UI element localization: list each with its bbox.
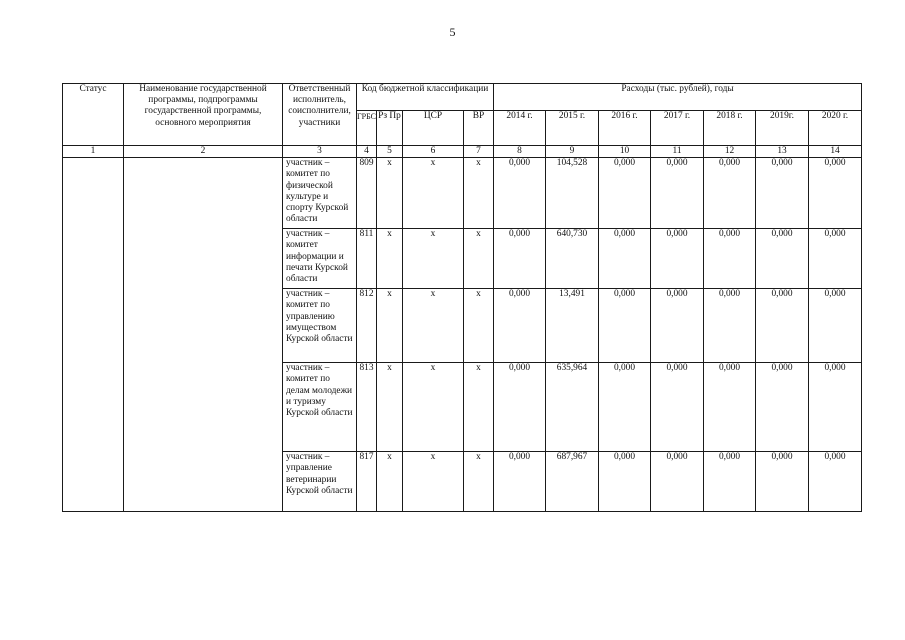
value-cell: 0,000 [651, 452, 704, 512]
responsible-cell: участник – комитет по управлению имуществом Курской области [283, 289, 357, 363]
responsible-cell: участник – комитет по делам молодежи и туризму Курской области [283, 363, 357, 452]
table-row [63, 158, 862, 229]
header-grbs: ГРБС [357, 111, 377, 146]
rzpr-cell: х [377, 229, 403, 289]
header-year: 2014 г. [494, 111, 546, 146]
value-cell: 0,000 [599, 289, 651, 363]
value-cell: 635,964 [546, 363, 599, 452]
column-number: 14 [809, 146, 862, 158]
value-cell: 0,000 [651, 158, 704, 229]
name-cell [124, 158, 283, 512]
responsible-cell: участник – управление ветеринарии Курской области [283, 452, 357, 512]
column-number: 9 [546, 146, 599, 158]
column-number: 1 [63, 146, 124, 158]
value-cell: 640,730 [546, 229, 599, 289]
value-cell: 0,000 [756, 289, 809, 363]
value-cell: 0,000 [494, 452, 546, 512]
column-number: 10 [599, 146, 651, 158]
grbs-cell: 811 [357, 229, 377, 289]
value-cell: 104,528 [546, 158, 599, 229]
column-number: 4 [357, 146, 377, 158]
header-year: 2018 г. [704, 111, 756, 146]
header-year: 2017 г. [651, 111, 704, 146]
value-cell: 0,000 [599, 452, 651, 512]
header-vr: ВР [464, 111, 494, 146]
csr-cell: х [403, 158, 464, 229]
value-cell: 0,000 [809, 158, 862, 229]
csr-cell: х [403, 363, 464, 452]
column-number: 8 [494, 146, 546, 158]
header-year: 2020 г. [809, 111, 862, 146]
value-cell: 0,000 [494, 363, 546, 452]
status-cell [63, 158, 124, 512]
csr-cell: х [403, 289, 464, 363]
header-rzpr: Рз Пр [377, 111, 403, 146]
value-cell: 0,000 [599, 363, 651, 452]
value-cell: 0,000 [704, 452, 756, 512]
value-cell: 0,000 [494, 229, 546, 289]
value-cell: 0,000 [756, 452, 809, 512]
value-cell: 0,000 [704, 289, 756, 363]
value-cell: 0,000 [651, 229, 704, 289]
vr-cell: х [464, 158, 494, 229]
header-year: 2015 г. [546, 111, 599, 146]
value-cell: 0,000 [809, 229, 862, 289]
value-cell: 0,000 [809, 289, 862, 363]
header-expenses-group: Расходы (тыс. рублей), годы [494, 84, 862, 111]
csr-cell: х [403, 229, 464, 289]
header-year: 2019г. [756, 111, 809, 146]
rzpr-cell: х [377, 452, 403, 512]
value-cell: 0,000 [704, 363, 756, 452]
vr-cell: х [464, 363, 494, 452]
value-cell: 0,000 [756, 158, 809, 229]
column-number: 7 [464, 146, 494, 158]
vr-cell: х [464, 452, 494, 512]
responsible-cell: участник – комитет информации и печати Курской области [283, 229, 357, 289]
rzpr-cell: х [377, 289, 403, 363]
value-cell: 13,491 [546, 289, 599, 363]
column-number: 13 [756, 146, 809, 158]
value-cell: 0,000 [599, 229, 651, 289]
value-cell: 0,000 [651, 289, 704, 363]
budget-table [62, 83, 862, 512]
page-number: 5 [449, 25, 456, 39]
value-cell: 687,967 [546, 452, 599, 512]
column-number: 3 [283, 146, 357, 158]
header-name: Наименование государственной программы, подпрограммы государственной программы, основного мероприятия [124, 84, 283, 146]
grbs-cell: 809 [357, 158, 377, 229]
header-csr: ЦСР [403, 111, 464, 146]
value-cell: 0,000 [756, 363, 809, 452]
responsible-cell: участник – комитет по физической культуре и спорту Курской области [283, 158, 357, 229]
column-number: 6 [403, 146, 464, 158]
value-cell: 0,000 [599, 158, 651, 229]
column-number: 2 [124, 146, 283, 158]
value-cell: 0,000 [494, 158, 546, 229]
value-cell: 0,000 [494, 289, 546, 363]
header-status: Статус [63, 84, 124, 146]
grbs-cell: 812 [357, 289, 377, 363]
rzpr-cell: х [377, 158, 403, 229]
value-cell: 0,000 [651, 363, 704, 452]
column-number: 12 [704, 146, 756, 158]
csr-cell: х [403, 452, 464, 512]
rzpr-cell: х [377, 363, 403, 452]
value-cell: 0,000 [704, 158, 756, 229]
grbs-cell: 817 [357, 452, 377, 512]
value-cell: 0,000 [809, 452, 862, 512]
vr-cell: х [464, 289, 494, 363]
column-number-row [63, 146, 862, 158]
column-number: 11 [651, 146, 704, 158]
header-responsible: Ответственный исполнитель, соисполнители, участники [283, 84, 357, 146]
vr-cell: х [464, 229, 494, 289]
value-cell: 0,000 [809, 363, 862, 452]
header-year: 2016 г. [599, 111, 651, 146]
header-code-group: Код бюджетной классификации [357, 84, 494, 111]
value-cell: 0,000 [756, 229, 809, 289]
value-cell: 0,000 [704, 229, 756, 289]
column-number: 5 [377, 146, 403, 158]
grbs-cell: 813 [357, 363, 377, 452]
